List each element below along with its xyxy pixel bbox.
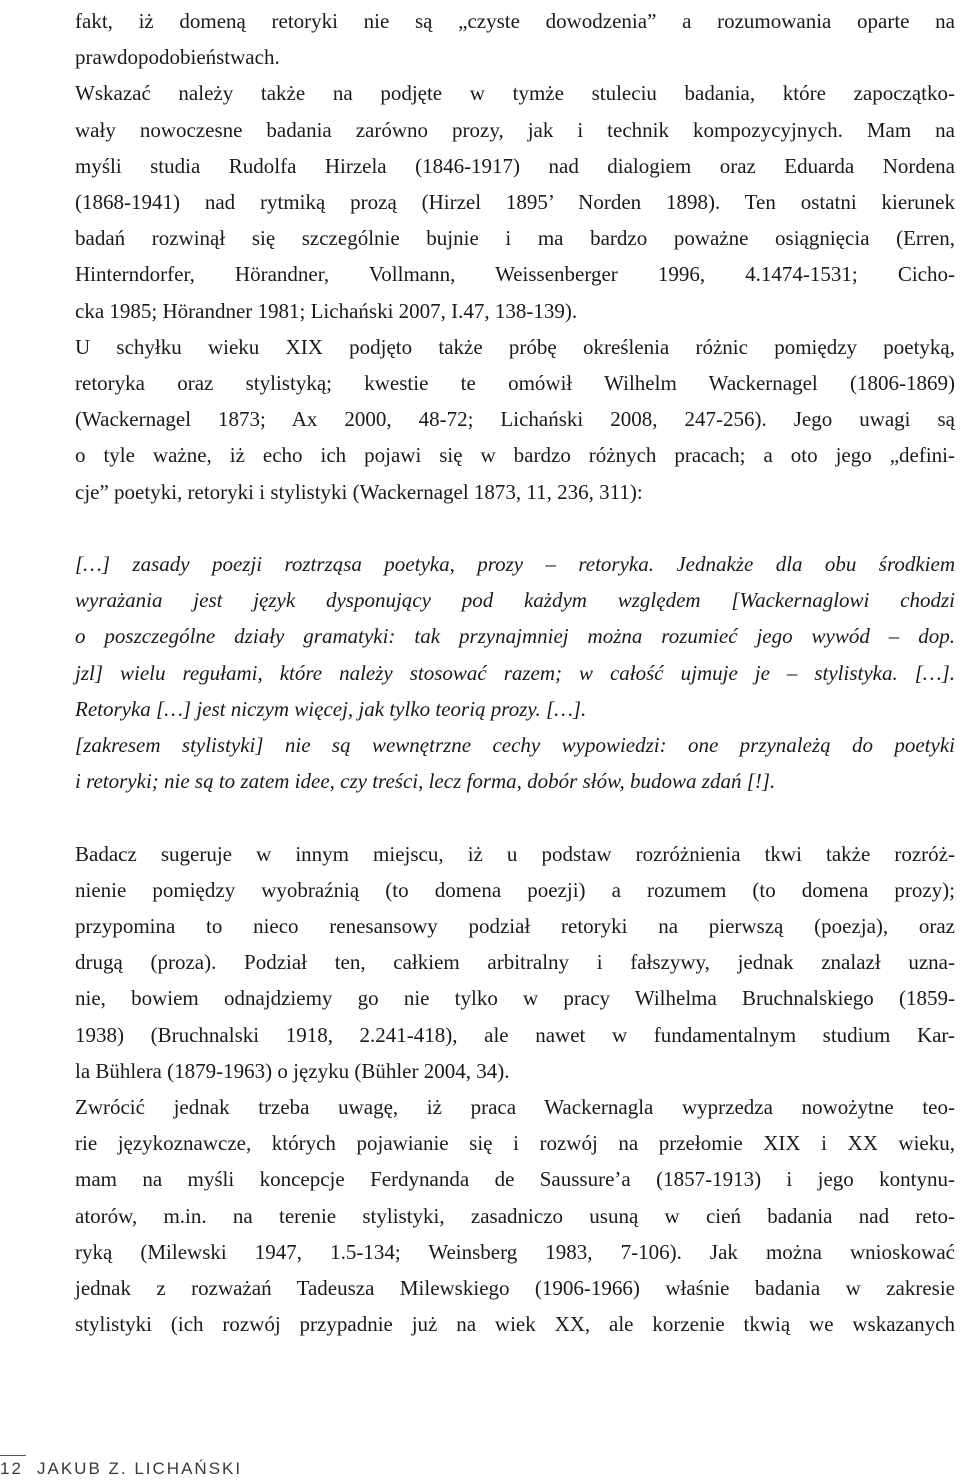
text-line: nienie pomiędzy wyobraźnią (to domena poezji) a rozumem (to domena prozy); <box>75 877 955 902</box>
quote-line: i retoryki; nie są to zatem idee, czy treści, lecz forma, dobór słów, budowa zdań [!]. <box>75 769 776 794</box>
text-line: Wskazać należy także na podjęte w tymże stuleciu badania, które zapoczątko- <box>75 81 955 106</box>
text-line: fakt, iż domeną retoryki nie są „czyste dowodzenia” a rozumowania oparte na <box>75 9 955 33</box>
text-line: mam na myśli koncepcje Ferdynanda de Saussure’a (1857-1913) i jego kontynu- <box>75 1167 955 1192</box>
quote-line: Retoryka […] jest niczym więcej, jak tylko teorią prozy. […]. <box>75 696 587 721</box>
text-line: atorów, m.in. na terenie stylistyki, zasadniczo usuną w cień badania nad reto- <box>75 1203 955 1228</box>
text-line: (1868-1941) nad rytmiką prozą (Hirzel 1895’ Norden 1898). Ten ostatni kierunek <box>75 190 955 214</box>
text-line: o tyle ważne, iż echo ich pojawi się w bardzo różnych pracach; a oto jego „defini- <box>75 443 955 468</box>
text-line: rie językoznawcze, których pojawianie się i rozwój na przełomie XIX i XX wieku, <box>75 1131 955 1156</box>
text-line: myśli studia Rudolfa Hirzela (1846-1917) nad dialogiem oraz Eduarda Nordena <box>75 153 955 178</box>
text-line: cje” poetyki, retoryki i stylistyki (Wackernagel 1873, 11, 236, 311): <box>75 479 643 504</box>
text-line: Badacz sugeruje w innym miejscu, iż u podstaw rozróżnienia tkwi także rozróż- <box>75 841 955 866</box>
text-line: (Wackernagel 1873; Ax 2000, 48-72; Lichański 2008, 247-256). Jego uwagi są <box>75 407 955 432</box>
text-line: badań rozwinął się szczególnie bujnie i ma bardzo poważne osiągnięcia (Erren, <box>75 226 955 251</box>
quote-line: [zakresem stylistyki] nie są wewnętrzne cechy wypowiedzi: one przynależą do poetyki <box>75 733 955 757</box>
page-number: 12 <box>0 1459 23 1478</box>
text-line: stylistyki (ich rozwój przypadnie już na wiek XX, ale korzenie tkwią we wskazanych <box>75 1312 955 1337</box>
text-line: la Bühlera (1879-1963) o języku (Bühler 2004, 34). <box>75 1058 510 1083</box>
text-line: Hinterndorfer, Hörandner, Vollmann, Weissenberger 1996, 4.1474-1531; Cicho- <box>75 262 955 287</box>
footer-rule <box>0 1455 26 1456</box>
text-line: retoryka oraz stylistyką; kwestie te omówił Wilhelm Wackernagel (1806-1869) <box>75 371 955 395</box>
quote-line: wyrażania jest język dysponujący pod każdym względem [Wackernaglowi chodzi <box>75 588 955 613</box>
page-footer <box>0 1455 300 1483</box>
text-line: U schyłku wieku XIX podjęto także próbę określenia różnic pomiędzy poetyką, <box>75 334 955 359</box>
running-author: JAKUB Z. LICHAŃSKI <box>37 1459 243 1478</box>
text-line: nie, bowiem odnajdziemy go nie tylko w pracy Wilhelma Bruchnalskiego (1859- <box>75 986 955 1011</box>
text-line: Zwrócić jednak trzeba uwagę, iż praca Wackernagla wyprzedza nowożytne teo- <box>75 1095 955 1119</box>
text-line: wały nowoczesne badania zarówno prozy, jak i technik kompozycyjnych. Mam na <box>75 117 955 142</box>
quote-line: o poszczególne działy gramatyki: tak przynajmniej można rozumieć jego wywód – dop. <box>75 624 955 649</box>
text-line: prawdopodobieństwach. <box>75 45 280 70</box>
text-line: 1938) (Bruchnalski 1918, 2.241-418), ale nawet w fundamentalnym studium Kar- <box>75 1022 955 1047</box>
text-line: ryką (Milewski 1947, 1.5-134; Weinsberg 1983, 7-106). Jak można wnioskować <box>75 1239 955 1264</box>
text-line: drugą (proza). Podział ten, całkiem arbitralny i fałszywy, jednak znalazł uzna- <box>75 950 955 975</box>
quote-line: jzl] wielu regułami, które należy stosować razem; w całość ujmuje je – stylistyka. […]. <box>75 660 955 685</box>
text-line: jednak z rozważań Tadeusza Milewskiego (1906-1966) właśnie badania w zakresie <box>75 1276 955 1300</box>
text-line: cka 1985; Hörandner 1981; Lichański 2007, I.47, 138-139). <box>75 298 578 323</box>
text-line: przypomina to nieco renesansowy podział retoryki na pierwszą (poezja), oraz <box>75 914 955 938</box>
quote-line: […] zasady poezji roztrząsa poetyka, prozy – retoryka. Jednakże dla obu środkiem <box>75 552 955 576</box>
